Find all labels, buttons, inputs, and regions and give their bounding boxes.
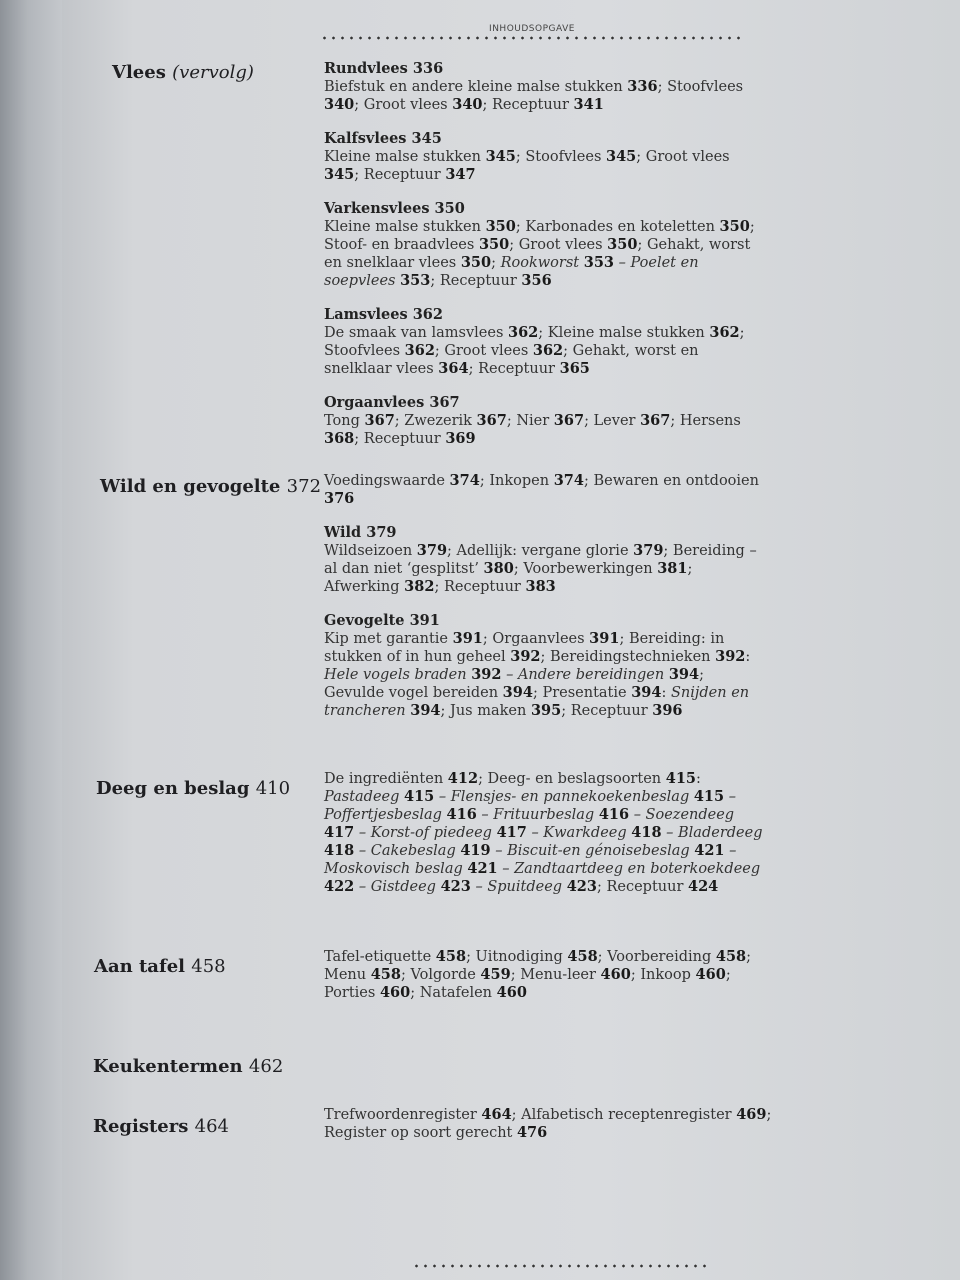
subtopic-text: ; Receptuur: [434, 579, 526, 595]
page-reference: 394: [631, 684, 662, 701]
page-reference: 421: [694, 842, 725, 859]
page-reference: 353: [583, 254, 615, 271]
header-dotted-rule: [320, 36, 740, 40]
page-reference: 423: [440, 878, 471, 895]
page-reference: 412: [447, 770, 479, 787]
toc-entry-subtopics: [324, 542, 764, 596]
subtopic-text: ; Voorbereiding: [597, 949, 716, 965]
page-reference: 367: [476, 412, 507, 429]
page-reference: 464: [481, 1106, 512, 1123]
book-spine-shadow: [0, 0, 70, 1280]
page-reference: 458: [435, 948, 467, 965]
subtopic-text: ; Register op soort gerecht: [324, 1107, 772, 1141]
toc-entry-heading-text: Orgaanvlees: [324, 394, 425, 411]
subtopic-text: ; Groot vlees: [434, 343, 533, 359]
subtopic-text: ; Presentatie: [532, 685, 632, 701]
toc-entry: [324, 472, 764, 508]
subtopic-text: ; Bereidingstechnieken: [540, 649, 716, 665]
page-reference: 345: [485, 148, 516, 165]
subtopic-text: ; Menu: [324, 949, 752, 983]
subtopic-text: ; Jus maken: [440, 703, 531, 719]
page-reference: 418: [324, 842, 355, 859]
page-reference: 394: [668, 666, 700, 683]
subtopic-text: – Poffertjesbeslag: [324, 789, 736, 823]
subtopic-text: :: [661, 685, 671, 701]
subtopic-text: ; Stoofvlees: [515, 149, 606, 165]
subtopic-text: ; Bewaren en ontdooien: [584, 473, 759, 489]
toc-entry-page-number: 336: [412, 60, 444, 77]
subtopic-text: – Flensjes- en pannekoekenbeslag: [434, 789, 694, 805]
section-entries-vlees: [324, 60, 764, 464]
subtopic-text: ; Inkoop: [630, 967, 696, 983]
section-entries-aan-tafel: [324, 948, 764, 1018]
page-reference: 419: [460, 842, 491, 859]
subtopic-text: ; Receptuur: [354, 431, 446, 447]
section-title-registers: [93, 1116, 229, 1137]
toc-entry-page-number: 362: [412, 306, 443, 323]
subtopic-text: ; Uitnodiging: [466, 949, 568, 965]
subtopic-text: ; Stoofvlees: [657, 79, 744, 95]
subtopic-text: Pastadeeg: [324, 789, 404, 805]
page-reference: 460: [695, 966, 726, 983]
subtopic-text: ; Receptuur: [482, 97, 574, 113]
toc-entry-heading: [324, 524, 764, 542]
page-reference: 421: [467, 860, 498, 877]
page-reference: 415: [404, 788, 435, 805]
page-reference: 460: [496, 984, 527, 1001]
page-reference: 392: [471, 666, 502, 683]
toc-entry-heading-text: Wild: [324, 524, 362, 541]
page-reference: 350: [460, 254, 492, 271]
page-reference: 367: [553, 412, 585, 429]
toc-entry: [324, 200, 764, 290]
subtopic-text: Kleine malse stukken: [324, 219, 486, 235]
subtopic-text: ; Voorbewerkingen: [513, 561, 658, 577]
page-reference: 350: [478, 236, 510, 253]
subtopic-text: ; Groot vlees: [509, 237, 608, 253]
page-reference: 362: [508, 324, 539, 341]
section-title-wild-en-gevogelte: [100, 476, 321, 497]
toc-entry: [324, 1106, 794, 1142]
subtopic-text: ; Karbonades en koteletten: [515, 219, 720, 235]
subtopic-text: ; Natafelen: [410, 985, 497, 1001]
page-reference: 394: [502, 684, 533, 701]
page-reference: 424: [688, 878, 719, 895]
page-reference: 356: [521, 272, 552, 289]
page-reference: 391: [589, 630, 620, 647]
toc-entry-heading: [324, 306, 764, 324]
subtopic-text: – Zandtaartdeeg en boterkoekdeeg: [497, 861, 761, 877]
subtopic-text: – Frituurbeslag: [476, 807, 599, 823]
section-title-keukentermen: [93, 1056, 283, 1077]
page-reference: 458: [567, 948, 598, 965]
subtopic-text: ; Porties: [324, 967, 731, 1001]
section-page-number: 458: [191, 956, 226, 977]
section-title-vlees: [112, 62, 254, 83]
section-entries-registers: [324, 1106, 794, 1158]
subtopic-text: De smaak van lamsvlees: [324, 325, 508, 341]
toc-entry: [324, 130, 764, 184]
subtopic-text: ; Bereiding: in stukken of in hun geheel: [324, 631, 725, 665]
page-reference: 379: [416, 542, 448, 559]
toc-entry-subtopics: [324, 630, 764, 720]
page-reference: 350: [607, 236, 638, 253]
toc-entry-heading-text: Gevogelte: [324, 612, 405, 629]
subtopic-text: – Andere bereidingen: [501, 667, 669, 683]
section-title-text: Aan tafel: [94, 956, 185, 977]
toc-entry-heading-text: Varkensvlees: [324, 200, 430, 217]
subtopic-text: :: [745, 649, 751, 665]
page-reference: 367: [640, 412, 671, 429]
subtopic-text: ; Afwerking: [324, 561, 693, 595]
subtopic-text: – Poelet en soepvlees: [324, 255, 699, 289]
subtopic-text: – Spuitdeeg: [470, 879, 567, 895]
page-reference: 350: [719, 218, 750, 235]
page-reference: 376: [324, 490, 355, 507]
toc-entry-page-number: 391: [409, 612, 440, 629]
page-reference: 396: [652, 702, 683, 719]
toc-entry-subtopics: [324, 324, 764, 378]
page-reference: 459: [480, 966, 511, 983]
page-reference: 392: [510, 648, 541, 665]
toc-entry: [324, 60, 764, 114]
subtopic-text: Trefwoordenregister: [324, 1107, 482, 1123]
section-title-text: Deeg en beslag: [96, 778, 250, 799]
subtopic-text: – Moskovisch beslag: [324, 843, 737, 877]
subtopic-text: – Gistdeeg: [354, 879, 441, 895]
page-reference: 368: [324, 430, 355, 447]
toc-entry-subtopics: [324, 218, 764, 290]
page-reference: 365: [559, 360, 590, 377]
subtopic-text: Kleine malse stukken: [324, 149, 486, 165]
toc-entry-subtopics: [324, 770, 764, 896]
section-subtitle: (vervolg): [172, 62, 254, 83]
subtopic-text: – Biscuit-en génoisebeslag: [490, 843, 695, 859]
page-reference: 369: [445, 430, 476, 447]
toc-entry-heading-text: Kalfsvlees: [324, 130, 407, 147]
subtopic-text: ; Kleine malse stukken: [538, 325, 710, 341]
toc-entry-heading: [324, 394, 764, 412]
page-reference: 379: [633, 542, 664, 559]
subtopic-text: ; Adellijk: vergane glorie: [447, 543, 634, 559]
page-reference: 374: [553, 472, 584, 489]
page-reference: 350: [485, 218, 516, 235]
page-reference: 362: [709, 324, 740, 341]
subtopic-text: Wildseizoen: [324, 543, 417, 559]
toc-entry-subtopics: [324, 948, 764, 1002]
subtopic-text: ; Receptuur: [561, 703, 653, 719]
toc-entry: [324, 948, 764, 1002]
page-reference: 469: [736, 1106, 767, 1123]
page-reference: 340: [324, 96, 355, 113]
section-title-aan-tafel: [94, 956, 226, 977]
page-reference: 476: [516, 1124, 548, 1141]
toc-entry-heading-text: Lamsvlees: [324, 306, 408, 323]
toc-entry-page-number: 379: [366, 524, 397, 541]
toc-entry-subtopics: [324, 472, 764, 508]
subtopic-text: ; Receptuur: [596, 879, 688, 895]
page-reference: 394: [410, 702, 441, 719]
page-reference: 380: [483, 560, 514, 577]
subtopic-text: ; Zwezerik: [394, 413, 477, 429]
subtopic-text: Hele vogels braden: [324, 667, 472, 683]
page-reference: 347: [445, 166, 476, 183]
toc-entry: [324, 612, 764, 720]
footer-dotted-rule: [412, 1264, 712, 1268]
page-reference: 381: [657, 560, 688, 577]
subtopic-text: ; Receptuur: [430, 273, 522, 289]
book-page: [62, 0, 960, 1280]
page-reference: 458: [715, 948, 747, 965]
page-reference: 336: [627, 78, 658, 95]
subtopic-text: Kip met garantie: [324, 631, 453, 647]
toc-entry-heading-text: Rundvlees: [324, 60, 408, 77]
page-reference: 415: [665, 770, 697, 787]
subtopic-text: :: [696, 771, 701, 787]
section-title-text: Registers: [93, 1116, 189, 1137]
page-reference: 374: [449, 472, 480, 489]
page-reference: 340: [452, 96, 483, 113]
page-reference: 417: [496, 824, 527, 841]
subtopic-text: ; Volgorde: [401, 967, 481, 983]
subtopic-text: – Cakebeslag: [354, 843, 461, 859]
subtopic-text: ; Groot vlees: [354, 97, 453, 113]
page-reference: 458: [370, 966, 401, 983]
subtopic-text: Rookworst: [500, 255, 584, 271]
subtopic-text: – Korst-of piedeeg: [354, 825, 497, 841]
toc-entry: [324, 306, 764, 378]
subtopic-text: ; Gehakt, worst en snelklaar vlees: [324, 237, 751, 271]
toc-entry-heading: [324, 60, 764, 78]
toc-entry: [324, 524, 764, 596]
subtopic-text: ; Stoof- en braadvlees: [324, 219, 755, 253]
section-page-number: 410: [255, 778, 291, 799]
subtopic-text: Snijden en trancheren: [324, 685, 750, 719]
page-reference: 392: [715, 648, 746, 665]
page-reference: 345: [606, 148, 637, 165]
section-page-number: 462: [248, 1056, 284, 1077]
page-reference: 367: [364, 412, 395, 429]
section-title-text: Wild en gevogelte: [100, 476, 281, 497]
subtopic-text: ; Bereiding – al dan niet ‘gesplitst’: [324, 543, 757, 577]
toc-entry-subtopics: [324, 412, 764, 448]
running-header: INHOUDSOPGAVE: [489, 24, 575, 34]
page-reference: 383: [525, 578, 556, 595]
toc-entry-page-number: 345: [411, 130, 442, 147]
subtopic-text: ; Alfabetisch receptenregister: [511, 1107, 737, 1123]
subtopic-text: ; Menu-leer: [510, 967, 601, 983]
page-reference: 415: [693, 788, 725, 805]
toc-entry-page-number: 350: [434, 200, 465, 217]
subtopic-text: – Bladerdeeg: [661, 825, 763, 841]
toc-entry-heading: [324, 200, 764, 218]
subtopic-text: ; Groot vlees: [636, 149, 730, 165]
toc-entry: [324, 394, 764, 448]
subtopic-text: Tafel-etiquette: [324, 949, 436, 965]
subtopic-text: Tong: [324, 413, 365, 429]
page-reference: 362: [532, 342, 564, 359]
page-reference: 417: [324, 824, 355, 841]
page-reference: 418: [631, 824, 662, 841]
subtopic-text: Biefstuk en andere kleine malse stukken: [324, 79, 628, 95]
page-reference: 345: [324, 166, 355, 183]
toc-entry: [324, 770, 764, 896]
subtopic-text: ; Deeg- en beslagsoorten: [478, 771, 666, 787]
subtopic-text: ; Gehakt, worst en snelklaar vlees: [324, 343, 699, 377]
subtopic-text: ; Lever: [584, 413, 641, 429]
subtopic-text: ; Hersens: [670, 413, 741, 429]
toc-entry-heading: [324, 612, 764, 630]
page-reference: 423: [566, 878, 597, 895]
page-reference: 382: [404, 578, 435, 595]
page-reference: 416: [598, 806, 630, 823]
section-entries-wild-en-gevogelte: [324, 472, 764, 736]
section-title-text: Keukentermen: [93, 1056, 243, 1077]
subtopic-text: – Soezendeeg: [629, 807, 735, 823]
section-page-number: 372: [286, 476, 322, 497]
toc-entry-subtopics: [324, 148, 764, 184]
section-title-deeg-en-beslag: [96, 778, 290, 799]
subtopic-text: ; Orgaanvlees: [482, 631, 590, 647]
page-reference: 391: [452, 630, 483, 647]
page-reference: 416: [446, 806, 477, 823]
subtopic-text: – Kwarkdeeg: [526, 825, 632, 841]
subtopic-text: ; Inkopen: [479, 473, 554, 489]
subtopic-text: ; Receptuur: [468, 361, 560, 377]
subtopic-text: ; Gevulde vogel bereiden: [324, 667, 705, 701]
page-reference: 364: [438, 360, 469, 377]
page-reference: 362: [404, 342, 435, 359]
toc-entry-subtopics: [324, 78, 764, 114]
page-reference: 341: [573, 96, 604, 113]
subtopic-text: ;: [491, 255, 501, 271]
subtopic-text: De ingrediënten: [324, 771, 448, 787]
page-reference: 422: [324, 878, 355, 895]
section-entries-deeg-en-beslag: [324, 770, 764, 912]
subtopic-text: ; Stoofvlees: [324, 325, 745, 359]
subtopic-text: ; Nier: [506, 413, 554, 429]
page-reference: 460: [379, 984, 411, 1001]
page-reference: 460: [600, 966, 631, 983]
page-reference: 395: [530, 702, 562, 719]
subtopic-text: Voedingswaarde: [324, 473, 450, 489]
toc-entry-page-number: 367: [429, 394, 460, 411]
page-reference: 353: [400, 272, 431, 289]
section-page-number: 464: [194, 1116, 229, 1137]
toc-entry-subtopics: [324, 1106, 794, 1142]
subtopic-text: ; Receptuur: [354, 167, 446, 183]
section-title-text: Vlees: [112, 62, 166, 83]
toc-entry-heading: [324, 130, 764, 148]
